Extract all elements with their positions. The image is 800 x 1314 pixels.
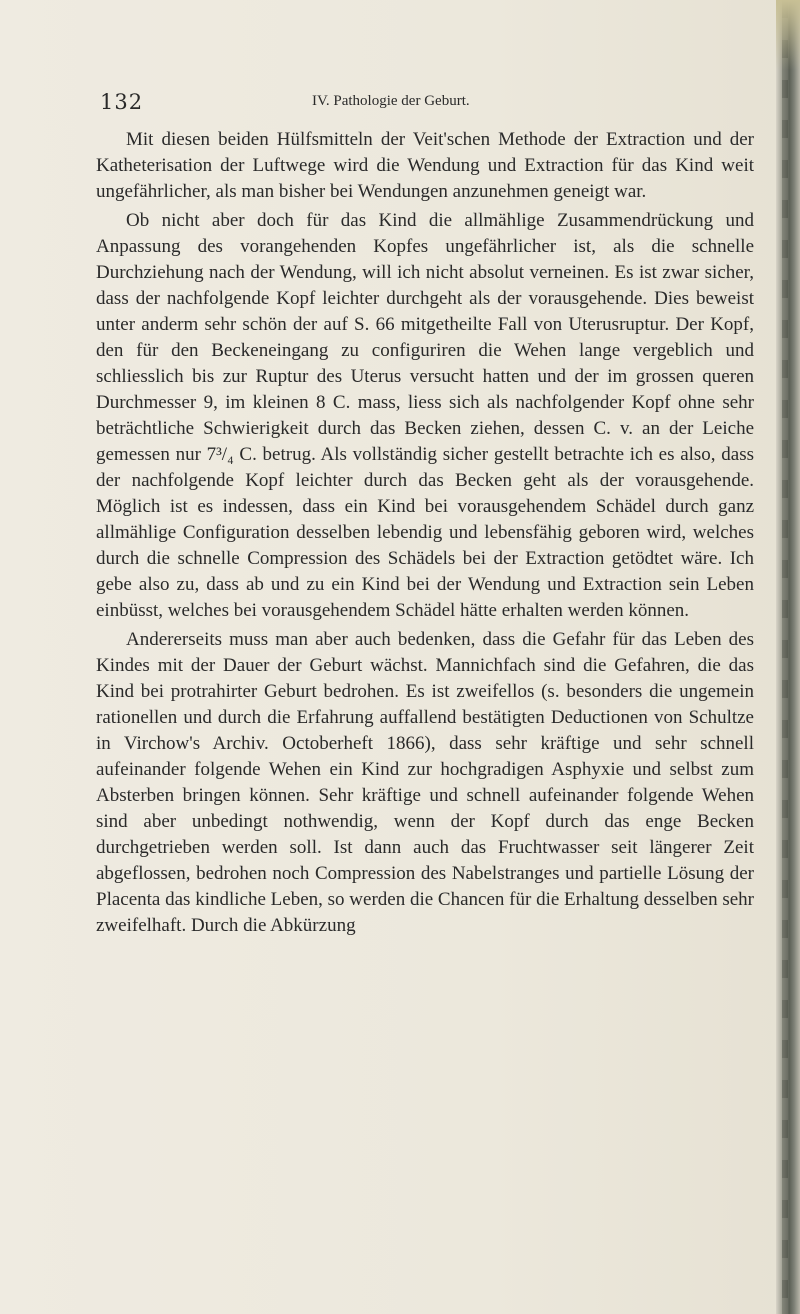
paragraph: Ob nicht aber doch für das Kind die allmählige Zusammendrückung und Anpassung des vorangehenden Kopfes ungefährlicher ist, als die schnelle Durchziehung nach der Wendung, will ich nicht absolut verneinen. Es ist zwar sicher, dass der nachfolgende Kopf leichter durchgeht als der vorausgehende. Dies beweist unter anderm sehr schön der auf S. 66 mitgetheilte Fall von Uterusruptur. Der Kopf, den für den Beckeneingang zu configuriren die Wehen lange vergeblich und schliesslich bis zur Ruptur des Uterus versucht hatten und der im grossen queren Durchmesser 9, im kleinen 8 C. mass, liess sich als nachfolgender Kopf ohne sehr beträchtliche Schwierigkeit durch das Becken ziehen, dessen C. v. an der Leiche gemessen nur 7³/₄ C. betrug. Als vollständig sicher gestellt betrachte ich es also, dass der nachfolgende Kopf leichter durch das Becken geht als der vorausgehende. Möglich ist es indessen, dass ein Kind bei vorausgehendem Schädel durch ganz allmählige Configuration desselben lebendig und lebensfähig geboren wird, welches durch die schnelle Compression des Schädels bei der Extraction getödtet wäre. Ich gebe also zu, dass ab und zu ein Kind bei der Wendung und Extraction sein Leben einbüsst, welches bei vorausgehendem Schädel hätte erhalten werden können. (96, 210, 754, 621)
running-title: IV. Pathologie der Geburt. (312, 93, 470, 109)
body-text (96, 127, 754, 939)
paragraph: Andererseits muss man aber auch bedenken, dass die Gefahr für das Leben des Kindes mit der Dauer der Geburt wächst. Mannichfach sind die Gefahren, die das Kind bei protrahirter Geburt bedrohen. Es ist zweifellos (s. besonders die ungemein rationellen und durch die Erfahrung auffallend bestätigten Deductionen von Schultze in Virchow's Archiv. Octoberheft 1866), dass sehr kräftige und sehr schnell aufeinander folgende Wehen ein Kind zur hochgradigen Asphyxie und selbst zum Absterben bringen können. Sehr kräftige und schnell aufeinander folgende Wehen sind aber unbedingt nothwendig, wenn der Kopf durch das enge Becken durchgetrieben werden soll. Ist dann auch das Fruchtwasser seit längerer Zeit abgeflossen, bedrohen noch Compression des Nabelstranges und partielle Lösung der Placenta das kindliche Leben, so werden die Chancen für die Erhaltung desselben sehr zweifelhaft. Durch die Abkürzung (96, 629, 754, 936)
scan-binding-edge (776, 0, 800, 1314)
paragraph: Mit diesen beiden Hülfsmitteln der Veit'schen Methode der Extraction und der Katheterisation der Luftwege wird die Wendung und Extraction für das Kind weit ungefährlicher, als man bisher bei Wendungen anzunehmen geneigt war. (96, 129, 754, 202)
page-number: 132 (100, 90, 144, 114)
page-header (100, 90, 780, 120)
